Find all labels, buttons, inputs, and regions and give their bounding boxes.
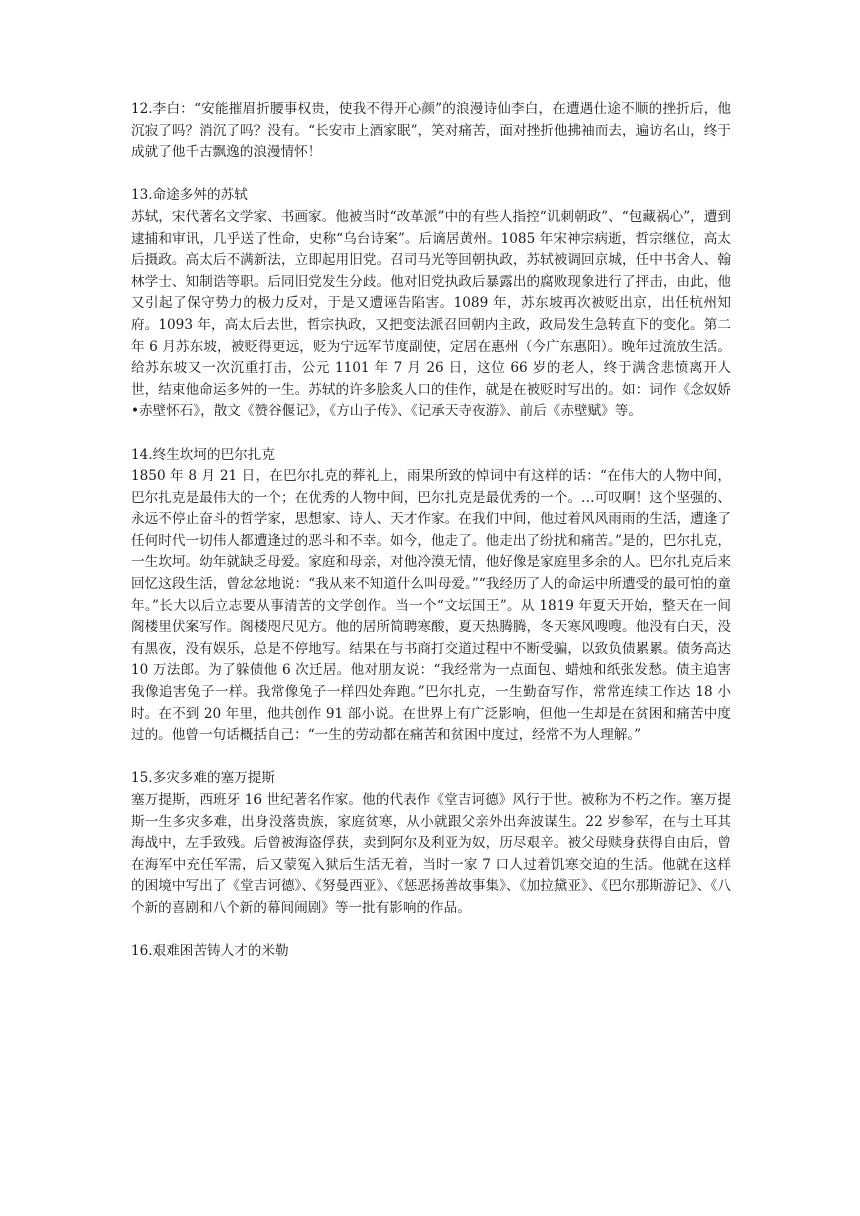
section-body: 苏轼，宋代著名文学家、书画家。他被当时“改革派”中的有些人指控“讥刺朝政”、“包藏祸心”，遭到逮捕和审讯，几乎送了性命，史称“乌台诗案”。后谪居黄州。1085 年宋神宗病逝，哲宗继位，高太后摄政。高太后不满新法，立即起用旧党。召司马光等回朝执政，苏轼被调回京城，任中书舍人、翰林学士、知制诰等职。后同旧党发生分歧。他对旧党执政后暴露出的腐败现象进行了抨击，由此，他又引起了保守势力的极力反对，于是又遭诬告陷害。1089 年，苏东坡再次被贬出京，出任杭州知府。1093 年，高太后去世，哲宗执政，又把变法派召回朝内主政，政局发生急转直下的变化。第二年 6 月苏东坡，被贬得更远，贬为宁远军节度副使，定居在惠州（今广东惠阳）。晚年过流放生活。给苏东坡又一次沉重打击，公元 1101 年 7 月 26 日，这位 66 岁的老人，终于满含悲愤离开人世，结束他命运多舛的一生。苏轼的许多脍炙人口的佳作，就是在被贬时写出的。如：词作《念奴娇•赤壁怀石》，散文《赞谷偃记》，《方山子传》、《记承天寺夜游》、前后《赤壁赋》等。 (131, 208, 731, 420)
section-heading: 15.多灾多难的塞万提斯 (131, 770, 275, 787)
section-cervantes (131, 768, 731, 919)
section-li-bai (131, 99, 731, 164)
section-body: 12.李白：“安能摧眉折腰事权贵，使我不得开心颜”的浪漫诗仙李白，在遭遇仕途不顺的挫折后，他沉寂了吗？消沉了吗？没有。“长安市上酒家眠”，笑对痛苦，面对挫折他拂袖而去，遍访名山，终于成就了他千古飘逸的浪漫情怀！ (131, 101, 731, 161)
section-su-shi (131, 185, 731, 423)
section-body: 1850 年 8 月 21 日，在巴尔扎克的葬礼上，雨果所致的悼词中有这样的话：“在伟大的人物中间，巴尔扎克是最伟大的一个；在优秀的人物中间，巴尔扎克是最优秀的一个。…可叹啊！这个坚强的、永远不停止奋斗的哲学家，思想家、诗人、天才作家。在我们中间，他过着风风雨雨的生活，遭逢了任何时代一切伟人都遭逢过的恶斗和不幸。如今，他走了。他走出了纷扰和痛苦。”是的，巴尔扎克，一生坎坷。幼年就缺乏母爱。家庭和母亲，对他冷漠无情，他好像是家庭里多余的人。巴尔扎克后来回忆这段生活，曾忿忿地说：“我从来不知道什么叫母爱。”“我经历了人的命运中所遭受的最可怕的童年。”长大以后立志要从事清苦的文学创作。当一个“文坛国王”。从 1819 年夏天开始，整天在一间阁楼里伏案写作。阁楼咫尺见方。他的居所简聘寒酸，夏天热腾腾，冬天寒风嗖嗖。他没有白天，没有黑夜，没有娱乐，总是不停地写。结果在与书商打交道过程中不断受骗，以致负债累累。债务高达 10 万法郎。为了躲债他 6 次迁居。他对朋友说：“我经常为一点面包、蜡烛和纸张发愁。债主追害我像追害兔子一样。我常像兔子一样四处奔跑。”巴尔扎克，一生勤奋写作，常常连续工作达 18 小时。在不到 20 年里，他共创作 91 部小说。在世界上有广泛影响，但他一生却是在贫困和痛苦中度过的。他曾一句话概括自己：“一生的劳动都在痛苦和贫困中度过，经常不为人理解。” (131, 468, 731, 744)
section-balzac (131, 445, 731, 747)
section-heading: 13.命途多舛的苏轼 (131, 187, 248, 204)
document-page (131, 99, 731, 984)
section-millet (131, 941, 731, 963)
section-body: 塞万提斯，西班牙 16 世纪著名作家。他的代表作《堂吉诃德》风行于世。被称为不朽之作。塞万提斯一生多灾多难，出身没落贵族，家庭贫寒，从小就跟父亲外出奔波谋生。22 岁参军，在与土耳其海战中，左手致残。后曾被海盗俘获，卖到阿尔及利亚为奴，历尽艰辛。被父母赎身获得自由后，曾在海军中充任军需，后又蒙冤入狱后生活无着，当时一家 7 口人过着饥寒交迫的生活。他就在这样的困境中写出了《堂吉诃德》、《努曼西亚》、《惩恶扬善故事集》、《加拉黛亚》、《巴尔那斯游记》、《八个新的喜剧和八个新的幕间闹剧》等一批有影响的作品。 (131, 792, 731, 916)
section-heading: 16.艰难困苦铸人才的米勒 (131, 943, 289, 960)
section-heading: 14.终生坎坷的巴尔扎克 (131, 446, 275, 463)
